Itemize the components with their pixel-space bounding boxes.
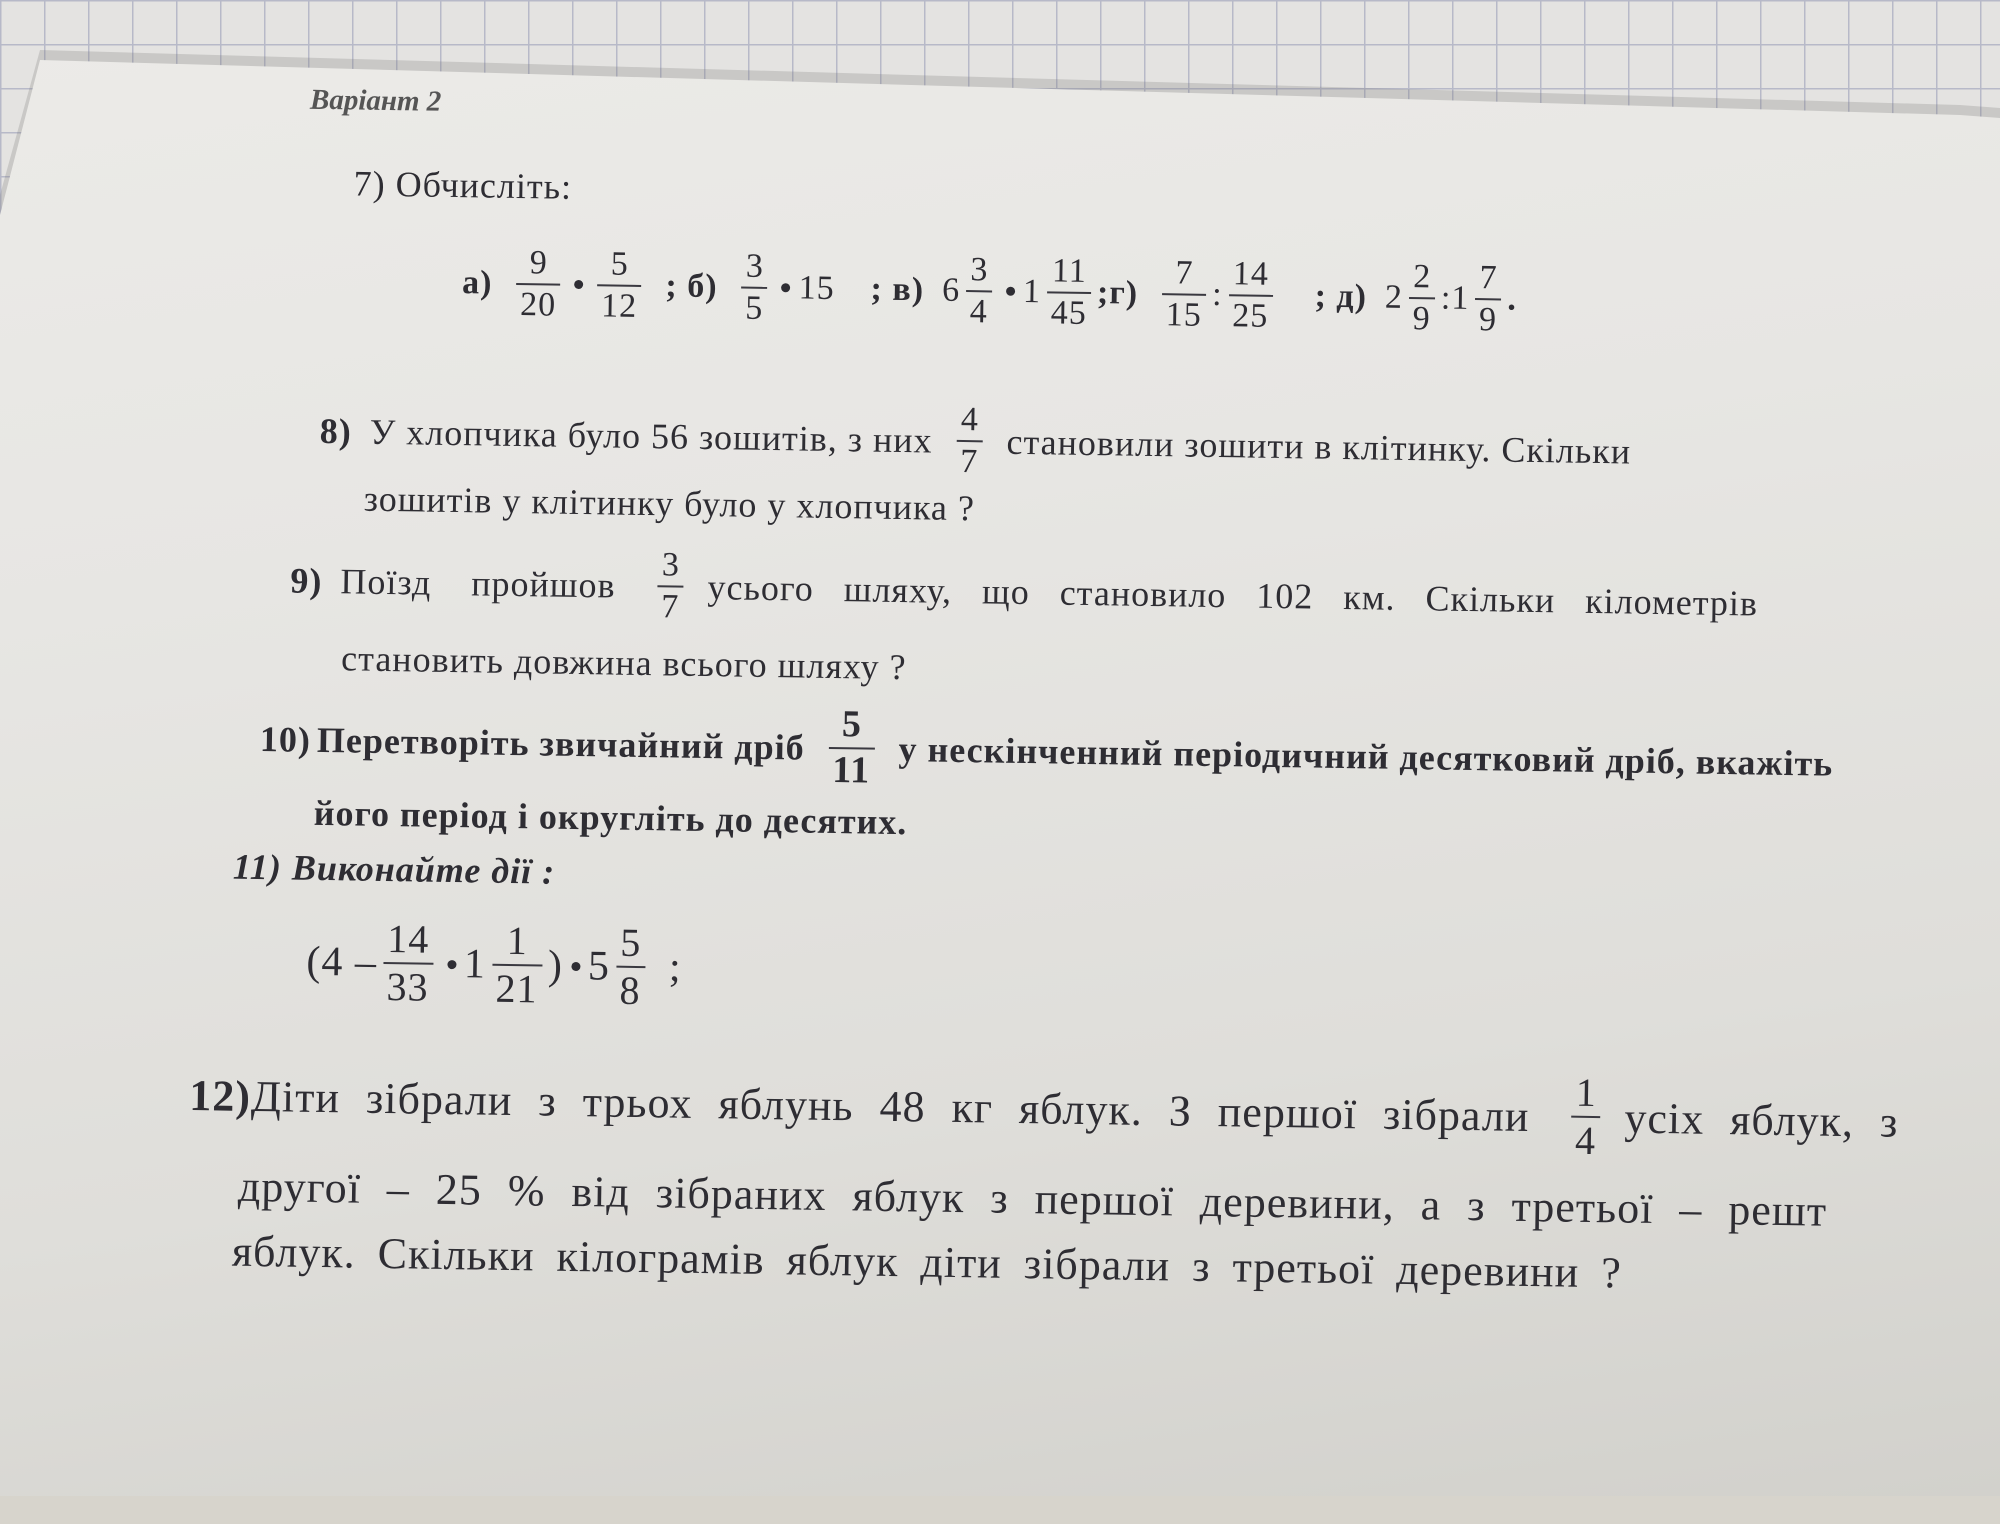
task8-line1: 8) У хлопчика було 56 зошитів, з них $\frac{4}{7}$ становили зошити в клітинку. Скільки: [319, 400, 1632, 480]
task11-expression: (4 – $\frac{14}{33}$ 1 $\frac{1}{21}$ ) 5 $\frac{5}{8}$ ;: [306, 916, 682, 1014]
task7-d-label: ;г): [1096, 273, 1139, 312]
task8-line2: зошитів у клітинку було у хлопчика ?: [363, 478, 976, 529]
multiply-dot-icon: [571, 961, 580, 970]
variant-title: Варіант 2: [309, 83, 442, 118]
task7-c-label: ; в): [870, 270, 925, 309]
fraction: $\frac{5}{11}$: [828, 705, 875, 791]
task7-a-label: а): [461, 263, 493, 302]
fraction: $\frac{7}{15}$: [1162, 255, 1207, 333]
task12-line2: другої – 25 % від зібраних яблук з першої деревини, а з третьої – решт: [237, 1161, 1828, 1236]
task9-line1: 9) Поїзд пройшов $\frac{3}{7}$ усього шляху, що становило 102 км. Скільки кілометрів: [290, 546, 1759, 626]
task11-header: 11) Виконайте дії :: [232, 846, 556, 892]
task9-number: 9): [290, 560, 323, 601]
multiply-dot-icon: [447, 959, 456, 968]
task7-b-label: ; б): [665, 267, 718, 305]
fraction: $\frac{4}{7}$: [956, 402, 983, 480]
fraction: $\frac{5}{8}$: [615, 922, 645, 1012]
fraction: $\frac{14}{33}$: [382, 918, 433, 1009]
multiply-dot-icon: [782, 283, 791, 292]
task8-number: 8): [319, 410, 353, 452]
task10-line1: 10) Перетворіть звичайний дріб $\frac{5}{11}$ у нескінченний періодичний десятковий дріб, вкажіть: [259, 703, 1834, 792]
task12-line1: 12) Діти зібрали з трьох яблунь 48 кг яблук. З першої зібрали $\frac{1}{4}$ усіх яблук, з: [188, 1069, 1899, 1164]
fraction: $\frac{3}{5}$: [741, 249, 768, 327]
task7-e-label: ; д): [1314, 277, 1368, 316]
multiply-dot-icon: [574, 280, 583, 289]
multiply-dot-icon: [1006, 287, 1015, 296]
fraction: $\frac{11}{45}$: [1046, 253, 1091, 331]
task10-number: 10): [259, 718, 312, 760]
task10-line2: його період і округліть до десятих.: [313, 792, 908, 843]
task7-expressions: а) $\frac{9}{20}$ $\frac{5}{12}$ ; б) $\frac{3}{5}$ 15 ; в) 6 $\frac{3}{4}$ 1 $\frac{11}{45}$ ;г) $\frac{7}{15}$ : $\frac{14}{25}$ ; д) 2 $\frac{2}{9}$ :1 $\frac{7}{9}$ .: [461, 244, 1518, 339]
fraction: $\frac{2}{9}$: [1408, 259, 1435, 337]
fraction: $\frac{9}{20}$: [516, 245, 561, 323]
task9-line2: становить довжина всього шляху ?: [340, 638, 907, 688]
fraction: $\frac{1}{21}$: [491, 920, 542, 1011]
fraction: $\frac{5}{12}$: [597, 246, 642, 324]
fraction: $\frac{1}{4}$: [1571, 1072, 1601, 1162]
fraction: $\frac{14}{25}$: [1228, 256, 1273, 334]
fraction: $\frac{7}{9}$: [1475, 260, 1502, 338]
task12-number: 12): [188, 1070, 252, 1121]
fraction: $\frac{3}{7}$: [657, 547, 684, 625]
task7-header: 7) Обчисліть:: [353, 163, 573, 207]
task12-line3: яблук. Скільки кілограмів яблук діти зібрали з третьої деревини ?: [231, 1226, 1623, 1298]
fraction: $\frac{3}{4}$: [965, 252, 992, 330]
